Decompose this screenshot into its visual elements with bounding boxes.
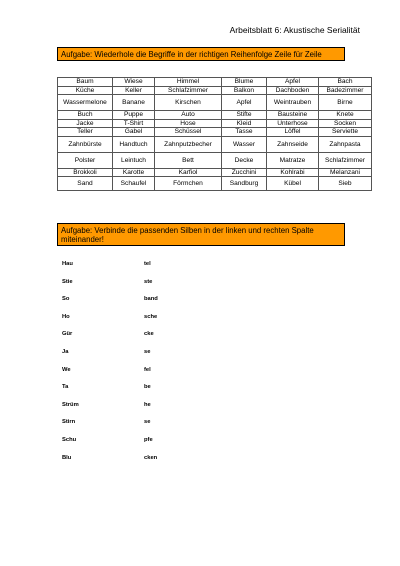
table-cell: Bett bbox=[155, 152, 222, 168]
left-syllable: Ho bbox=[62, 313, 70, 320]
table-cell: Baum bbox=[58, 78, 113, 87]
table-cell: Kohlrabi bbox=[267, 168, 319, 177]
table-row bbox=[58, 78, 372, 87]
syllable-pair-row bbox=[62, 455, 262, 473]
sheet-title: Arbeitsblatt 6: Akustische Serialität bbox=[229, 25, 360, 35]
table-row bbox=[58, 136, 372, 152]
right-syllable: pfe bbox=[144, 436, 153, 443]
table-cell: Socken bbox=[319, 119, 372, 128]
table-cell: Förmchen bbox=[155, 177, 222, 191]
left-syllable: Stirn bbox=[62, 419, 76, 426]
table-cell: Zahnputzbecher bbox=[155, 136, 222, 152]
table-cell: Schaufel bbox=[113, 177, 155, 191]
table-row bbox=[58, 152, 372, 168]
left-syllable: Gür bbox=[62, 331, 73, 338]
table-cell: Küche bbox=[58, 86, 113, 95]
left-syllable: Ta bbox=[62, 384, 69, 391]
table-cell: Handtuch bbox=[113, 136, 155, 152]
table-cell: Puppe bbox=[113, 111, 155, 120]
left-syllable: So bbox=[62, 296, 70, 303]
syllable-pair-row bbox=[62, 261, 262, 279]
table-cell: Sand bbox=[58, 177, 113, 191]
right-syllable: cke bbox=[144, 331, 154, 338]
left-syllable: Ja bbox=[62, 348, 69, 355]
syllable-pair-row bbox=[62, 349, 262, 367]
syllable-pair-row bbox=[62, 402, 262, 420]
right-syllable: cken bbox=[144, 454, 158, 461]
table-cell: Apfel bbox=[267, 78, 319, 87]
word-table bbox=[57, 77, 372, 191]
table-cell: Wassermelone bbox=[58, 95, 113, 111]
syllable-pair-row bbox=[62, 384, 262, 402]
table-cell: Knete bbox=[319, 111, 372, 120]
table-cell: Himmel bbox=[155, 78, 222, 87]
table-cell: Karfiol bbox=[155, 168, 222, 177]
table-cell: Schüssel bbox=[155, 128, 222, 137]
right-syllable: he bbox=[144, 401, 151, 408]
table-cell: Schlafzimmer bbox=[319, 152, 372, 168]
table-cell: Decke bbox=[222, 152, 267, 168]
table-cell: Wasser bbox=[222, 136, 267, 152]
table-cell: Jacke bbox=[58, 119, 113, 128]
task-instruction-repeat: Aufgabe: Wiederhole die Begriffe in der richtigen Reihenfolge Zeile für Zeile bbox=[57, 47, 345, 61]
left-syllable: Blu bbox=[62, 454, 72, 461]
syllable-pair-row bbox=[62, 367, 262, 385]
table-cell: Kirschen bbox=[155, 95, 222, 111]
table-cell: Hose bbox=[155, 119, 222, 128]
table-cell: Brokkoli bbox=[58, 168, 113, 177]
right-syllable: be bbox=[144, 384, 151, 391]
right-syllable: se bbox=[144, 419, 151, 426]
right-syllable: se bbox=[144, 348, 151, 355]
table-cell: Wiese bbox=[113, 78, 155, 87]
table-cell: Matratze bbox=[267, 152, 319, 168]
table-cell: Serviette bbox=[319, 128, 372, 137]
syllable-pair-row bbox=[62, 279, 262, 297]
table-row bbox=[58, 119, 372, 128]
table-cell: Weintrauben bbox=[267, 95, 319, 111]
table-row bbox=[58, 177, 372, 191]
table-cell: Blume bbox=[222, 78, 267, 87]
syllable-pairs bbox=[62, 261, 262, 472]
table-cell: Löffel bbox=[267, 128, 319, 137]
right-syllable: sche bbox=[144, 313, 158, 320]
table-cell: Gabel bbox=[113, 128, 155, 137]
table-cell: Zucchini bbox=[222, 168, 267, 177]
table-cell: Keller bbox=[113, 86, 155, 95]
table-cell: Sieb bbox=[319, 177, 372, 191]
table-cell: T-Shirt bbox=[113, 119, 155, 128]
right-syllable: band bbox=[144, 296, 158, 303]
table-row bbox=[58, 95, 372, 111]
table-row bbox=[58, 168, 372, 177]
left-syllable: Stie bbox=[62, 278, 73, 285]
table-row bbox=[58, 128, 372, 137]
table-cell: Leintuch bbox=[113, 152, 155, 168]
table-cell: Stifte bbox=[222, 111, 267, 120]
table-cell: Tasse bbox=[222, 128, 267, 137]
left-syllable: Strüm bbox=[62, 401, 79, 408]
left-syllable: We bbox=[62, 366, 71, 373]
syllable-pair-row bbox=[62, 314, 262, 332]
table-cell: Schlafzimmer bbox=[155, 86, 222, 95]
right-syllable: tel bbox=[144, 261, 151, 267]
table-cell: Kübel bbox=[267, 177, 319, 191]
table-cell: Polster bbox=[58, 152, 113, 168]
syllable-pair-row bbox=[62, 331, 262, 349]
table-cell: Zahnseide bbox=[267, 136, 319, 152]
table-cell: Buch bbox=[58, 111, 113, 120]
right-syllable: fel bbox=[144, 366, 151, 373]
syllable-pair-row bbox=[62, 419, 262, 437]
table-cell: Kleid bbox=[222, 119, 267, 128]
table-cell: Melanzani bbox=[319, 168, 372, 177]
right-syllable: ste bbox=[144, 278, 153, 285]
syllable-pair-row bbox=[62, 437, 262, 455]
table-cell: Bach bbox=[319, 78, 372, 87]
left-syllable: Schu bbox=[62, 436, 77, 443]
table-cell: Birne bbox=[319, 95, 372, 111]
table-cell: Apfel bbox=[222, 95, 267, 111]
table-cell: Bausteine bbox=[267, 111, 319, 120]
task-instruction-connect: Aufgabe: Verbinde die passenden Silben in der linken und rechten Spalte miteinander! bbox=[57, 223, 345, 246]
table-cell: Zahnbürste bbox=[58, 136, 113, 152]
table-cell: Auto bbox=[155, 111, 222, 120]
table-cell: Unterhose bbox=[267, 119, 319, 128]
table-cell: Dachboden bbox=[267, 86, 319, 95]
table-cell: Sandburg bbox=[222, 177, 267, 191]
table-row bbox=[58, 111, 372, 120]
table-cell: Banane bbox=[113, 95, 155, 111]
table-row bbox=[58, 86, 372, 95]
table-cell: Badezimmer bbox=[319, 86, 372, 95]
left-syllable: Hau bbox=[62, 261, 73, 267]
table-cell: Balkon bbox=[222, 86, 267, 95]
table-cell: Zahnpasta bbox=[319, 136, 372, 152]
table-cell: Karotte bbox=[113, 168, 155, 177]
table-cell: Teller bbox=[58, 128, 113, 137]
syllable-pair-row bbox=[62, 296, 262, 314]
